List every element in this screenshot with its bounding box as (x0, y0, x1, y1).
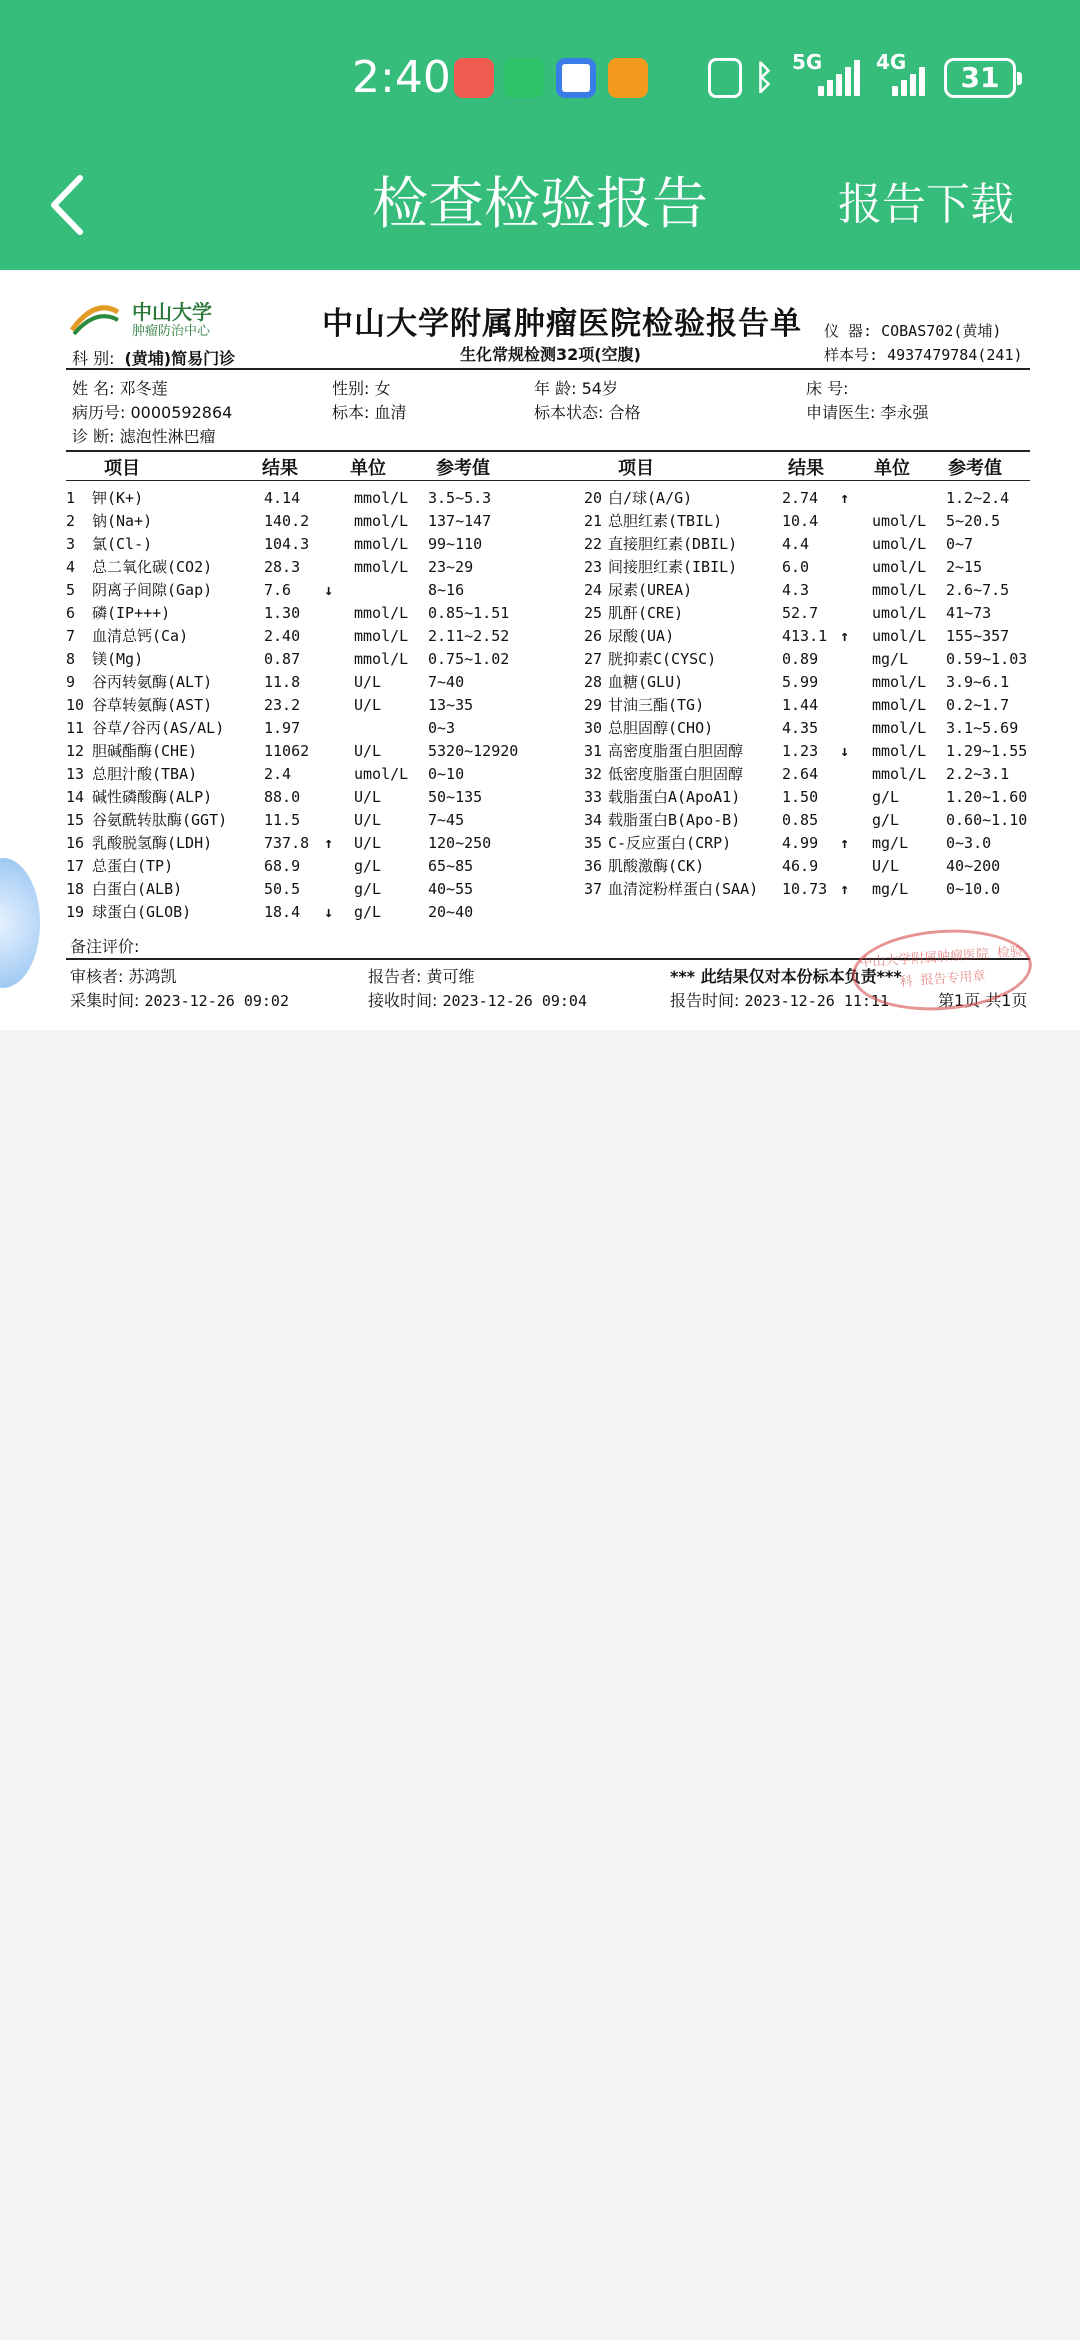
test-name: 总二氧化碳(CO2) (92, 558, 213, 576)
test-result: 4.99 (782, 834, 819, 852)
reporter (368, 964, 475, 987)
receive-time (368, 988, 587, 1011)
test-result: 0.87 (264, 650, 301, 668)
test-name: 总胆汁酸(TBA) (92, 765, 198, 783)
row-number: 25 (584, 604, 603, 622)
test-unit: mmol/L (354, 535, 409, 553)
test-name: 谷丙转氨酶(ALT) (92, 673, 213, 691)
col-header-item: 项目 (104, 458, 140, 479)
test-unit: U/L (354, 696, 382, 714)
test-name: 乳酸脱氢酶(LDH) (92, 834, 213, 852)
test-result: 4.4 (782, 535, 810, 553)
patient-age-label: 年 龄: (534, 379, 577, 398)
row-number: 3 (66, 535, 76, 553)
patient-record-label: 病历号: (72, 403, 126, 422)
reference-range: 2.11~2.52 (428, 627, 510, 645)
row-number: 20 (584, 489, 603, 507)
reference-range: 13~35 (428, 696, 474, 714)
row-number: 10 (66, 696, 85, 714)
test-name: 谷氨酰转肽酶(GGT) (92, 811, 228, 829)
reference-range: 0.75~1.02 (428, 650, 510, 668)
download-report-button[interactable]: 报告下载 (838, 179, 1014, 230)
col-header-result: 结果 (262, 458, 298, 479)
requesting-doctor (806, 400, 929, 423)
reference-range: 0.60~1.10 (946, 811, 1028, 829)
test-unit: mmol/L (354, 604, 409, 622)
test-result: 18.4 (264, 903, 301, 921)
collect-value: 2023-12-26 09:02 (144, 992, 289, 1010)
reference-range: 7~45 (428, 811, 465, 829)
doctor-label: 申请医生: (806, 403, 876, 422)
test-name: 尿素(UREA) (608, 581, 693, 599)
test-result: 11.8 (264, 673, 301, 691)
test-unit: umol/L (872, 535, 927, 553)
table-row (0, 556, 1080, 579)
patient-record-no (72, 400, 232, 423)
row-number: 21 (584, 512, 603, 530)
table-row (0, 579, 1080, 602)
row-number: 18 (66, 880, 85, 898)
test-unit: g/L (354, 903, 382, 921)
test-result: 2.4 (264, 765, 292, 783)
row-number: 14 (66, 788, 85, 806)
report-time (670, 988, 889, 1011)
test-result: 1.44 (782, 696, 819, 714)
reference-range: 0~10 (428, 765, 465, 783)
reference-range: 40~200 (946, 857, 1001, 875)
test-result: 7.6 (264, 581, 292, 599)
test-name: 氯(Cl-) (92, 535, 153, 553)
reference-range: 50~135 (428, 788, 483, 806)
test-unit: U/L (354, 788, 382, 806)
test-result: 1.50 (782, 788, 819, 806)
row-number: 30 (584, 719, 603, 737)
test-result: 4.14 (264, 489, 301, 507)
department-info (72, 346, 235, 369)
sample-info (824, 344, 1023, 365)
table-row (0, 855, 1080, 878)
row-number: 8 (66, 650, 76, 668)
instrument-label: 仪 器: (824, 322, 873, 340)
test-unit: mmol/L (872, 719, 927, 737)
nfc-icon (708, 58, 742, 98)
wechat-icon (504, 58, 544, 98)
reference-range: 0~3 (428, 719, 456, 737)
test-name: C-反应蛋白(CRP) (608, 834, 732, 852)
row-number: 2 (66, 512, 76, 530)
test-result: 23.2 (264, 696, 301, 714)
test-result: 0.85 (782, 811, 819, 829)
patient-sex-label: 性别: (332, 379, 370, 398)
col-header-ref: 参考值 (948, 458, 1002, 479)
report-title: 中山大学附属肿瘤医院检验报告单 (322, 306, 802, 342)
status-time: 2:40 (352, 52, 451, 103)
table-row (0, 740, 1080, 763)
bluetooth-icon: ᛒ (754, 58, 775, 98)
reference-range: 23~29 (428, 558, 474, 576)
abnormal-flag: ↑ (840, 489, 850, 507)
report-time-label: 报告时间: (670, 991, 740, 1010)
test-name: 球蛋白(GLOB) (92, 903, 192, 921)
test-result: 737.8 (264, 834, 310, 852)
reference-range: 120~250 (428, 834, 492, 852)
test-result: 1.23 (782, 742, 819, 760)
table-row (0, 671, 1080, 694)
status-bar (0, 50, 1080, 106)
reference-range: 155~357 (946, 627, 1010, 645)
test-result: 11.5 (264, 811, 301, 829)
test-unit: mmol/L (354, 627, 409, 645)
test-name: 磷(IP+++) (92, 604, 171, 622)
test-result: 52.7 (782, 604, 819, 622)
table-row (0, 602, 1080, 625)
test-result: 10.4 (782, 512, 819, 530)
test-result: 4.3 (782, 581, 810, 599)
patient-name (72, 376, 168, 399)
reporter-value: 黄可维 (426, 967, 475, 986)
sample-value: 4937479784(241) (887, 346, 1023, 364)
reference-range: 7~40 (428, 673, 465, 691)
test-name: 高密度脂蛋白胆固醇 (608, 742, 744, 760)
col-header-item: 项目 (618, 458, 654, 479)
test-name: 间接胆红素(IBIL) (608, 558, 738, 576)
hospital-logo (70, 296, 250, 342)
reference-range: 1.2~2.4 (946, 489, 1010, 507)
table-row (0, 832, 1080, 855)
test-result: 2.74 (782, 489, 819, 507)
stamp-text: 中山大学附属肿瘤医院 检验科 报告专用章 (858, 944, 1024, 990)
row-number: 4 (66, 558, 76, 576)
test-unit: mmol/L (354, 558, 409, 576)
row-number: 12 (66, 742, 85, 760)
row-number: 35 (584, 834, 603, 852)
test-name: 白/球(A/G) (608, 489, 693, 507)
test-name: 载脂蛋白A(ApoA1) (608, 788, 741, 806)
divider (66, 368, 1030, 370)
test-result: 28.3 (264, 558, 301, 576)
patient-bed (806, 376, 848, 399)
test-result: 5.99 (782, 673, 819, 691)
test-name: 肌酸激酶(CK) (608, 857, 705, 875)
doctor-value: 李永强 (880, 403, 929, 422)
row-number: 15 (66, 811, 85, 829)
collect-label: 采集时间: (70, 991, 140, 1010)
notification-red-app-icon (454, 58, 494, 98)
patient-name-label: 姓 名: (72, 379, 115, 398)
reviewer (70, 964, 177, 987)
test-unit: mmol/L (872, 581, 927, 599)
test-result: 11062 (264, 742, 310, 760)
table-row (0, 878, 1080, 901)
abnormal-flag: ↓ (324, 581, 334, 599)
reference-range: 65~85 (428, 857, 474, 875)
patient-sex (332, 376, 391, 399)
test-name: 血清淀粉样蛋白(SAA) (608, 880, 759, 898)
test-name: 血清总钙(Ca) (92, 627, 189, 645)
row-number: 26 (584, 627, 603, 645)
test-name: 阴离子间隙(Gap) (92, 581, 213, 599)
network-4g-label: 4G (876, 50, 907, 74)
patient-age-value: 54岁 (581, 379, 618, 398)
reviewer-label: 审核者: (70, 967, 124, 986)
col-header-ref: 参考值 (436, 458, 490, 479)
test-unit: mg/L (872, 880, 909, 898)
reference-range: 40~55 (428, 880, 474, 898)
table-row (0, 809, 1080, 832)
test-unit: mmol/L (354, 489, 409, 507)
collect-time (70, 988, 289, 1011)
patient-bed-label: 床 号: (806, 379, 849, 398)
test-name: 胆碱酯酶(CHE) (92, 742, 198, 760)
patient-record-value: 0000592864 (130, 403, 233, 422)
table-row (0, 786, 1080, 809)
signal-4g-icon (892, 60, 936, 96)
test-result: 104.3 (264, 535, 310, 553)
row-number: 28 (584, 673, 603, 691)
test-result: 6.0 (782, 558, 810, 576)
table-row (0, 510, 1080, 533)
sample-label: 样本号: (824, 346, 879, 364)
reference-range: 20~40 (428, 903, 474, 921)
test-name: 胱抑素C(CYSC) (608, 650, 717, 668)
test-result: 68.9 (264, 857, 301, 875)
row-number: 9 (66, 673, 76, 691)
receive-value: 2023-12-26 09:04 (442, 992, 587, 1010)
row-number: 27 (584, 650, 603, 668)
test-name: 总胆固醇(CHO) (608, 719, 714, 737)
battery-level: 31 (960, 61, 1000, 94)
reference-range: 5~20.5 (946, 512, 1001, 530)
reference-range: 2.6~7.5 (946, 581, 1010, 599)
test-unit: U/L (354, 673, 382, 691)
row-number: 37 (584, 880, 603, 898)
row-number: 6 (66, 604, 76, 622)
specimen-status (534, 400, 641, 423)
row-number: 29 (584, 696, 603, 714)
reference-range: 0.59~1.03 (946, 650, 1028, 668)
test-result: 1.97 (264, 719, 301, 737)
test-result: 50.5 (264, 880, 301, 898)
reference-range: 1.20~1.60 (946, 788, 1028, 806)
notification-orange-app-icon (608, 58, 648, 98)
test-unit: mg/L (872, 650, 909, 668)
test-result: 4.35 (782, 719, 819, 737)
notification-blue-app-icon (556, 58, 596, 98)
test-name: 镁(Mg) (92, 650, 144, 668)
reference-range: 3.9~6.1 (946, 673, 1010, 691)
department-value: (黄埔)简易门诊 (124, 349, 236, 368)
row-number: 31 (584, 742, 603, 760)
reporter-label: 报告者: (368, 967, 422, 986)
reference-range: 0.85~1.51 (428, 604, 510, 622)
test-result: 1.30 (264, 604, 301, 622)
test-name: 直接胆红素(DBIL) (608, 535, 738, 553)
test-unit: g/L (354, 880, 382, 898)
table-row (0, 625, 1080, 648)
table-row (0, 694, 1080, 717)
test-name: 甘油三酯(TG) (608, 696, 705, 714)
lab-report-image[interactable] (0, 270, 1080, 1030)
table-row (0, 648, 1080, 671)
logo-text-secondary: 肿瘤防治中心 (132, 324, 211, 339)
test-name: 谷草/谷丙(AS/AL) (92, 719, 225, 737)
disclaimer: *** 此结果仅对本份标本负责*** (670, 967, 902, 986)
navigation-bar (0, 160, 1080, 250)
reference-range: 2~15 (946, 558, 983, 576)
patient-name-value: 邓冬莲 (119, 379, 168, 398)
logo-text-primary: 中山大学 (132, 300, 212, 324)
test-unit: g/L (872, 788, 900, 806)
reference-range: 1.29~1.55 (946, 742, 1028, 760)
row-number: 34 (584, 811, 603, 829)
test-unit: mmol/L (872, 696, 927, 714)
test-result: 2.64 (782, 765, 819, 783)
test-unit: U/L (354, 811, 382, 829)
reference-range: 2.2~3.1 (946, 765, 1010, 783)
diagnosis-label: 诊 断: (72, 427, 115, 446)
test-unit: umol/L (354, 765, 409, 783)
reference-range: 41~73 (946, 604, 992, 622)
row-number: 23 (584, 558, 603, 576)
test-name: 肌酐(CRE) (608, 604, 684, 622)
reference-range: 0~3.0 (946, 834, 992, 852)
test-unit: mmol/L (872, 765, 927, 783)
row-number: 24 (584, 581, 603, 599)
test-name: 血糖(GLU) (608, 673, 684, 691)
test-unit: mmol/L (872, 742, 927, 760)
row-number: 13 (66, 765, 85, 783)
reference-range: 0~10.0 (946, 880, 1001, 898)
specimen-status-value: 合格 (608, 403, 641, 422)
reviewer-value: 苏鸿凯 (128, 967, 177, 986)
test-unit: mmol/L (872, 673, 927, 691)
test-name: 总胆红素(TBIL) (608, 512, 723, 530)
test-unit: g/L (872, 811, 900, 829)
test-result: 10.73 (782, 880, 828, 898)
test-unit: mmol/L (354, 650, 409, 668)
abnormal-flag: ↑ (324, 834, 334, 852)
row-number: 32 (584, 765, 603, 783)
report-time-value: 2023-12-26 11:11 (744, 992, 889, 1010)
remark: 备注评价: (70, 937, 140, 956)
reference-range: 8~16 (428, 581, 465, 599)
test-name: 谷草转氨酶(AST) (92, 696, 213, 714)
signal-5g-icon (818, 60, 862, 96)
report-subtitle: 生化常规检测32项(空腹) (460, 345, 641, 364)
test-name: 尿酸(UA) (608, 627, 675, 645)
test-name: 载脂蛋白B(Apo-B) (608, 811, 741, 829)
specimen-value: 血清 (374, 403, 407, 422)
test-result: 88.0 (264, 788, 301, 806)
specimen-status-label: 标本状态: (534, 403, 604, 422)
row-number: 16 (66, 834, 85, 852)
divider (66, 450, 1030, 452)
page-title: 检查检验报告 (372, 172, 708, 237)
row-number: 1 (66, 489, 76, 507)
table-row (0, 901, 1080, 924)
test-unit: umol/L (872, 558, 927, 576)
reference-range: 0~7 (946, 535, 974, 553)
row-number: 19 (66, 903, 85, 921)
diagnosis (72, 424, 216, 447)
row-number: 11 (66, 719, 85, 737)
reference-range: 137~147 (428, 512, 492, 530)
test-name: 总蛋白(TP) (92, 857, 174, 875)
test-unit: umol/L (872, 627, 927, 645)
table-row (0, 533, 1080, 556)
divider (66, 480, 1030, 481)
test-name: 低密度脂蛋白胆固醇 (608, 765, 744, 783)
instrument-value: COBAS702(黄埔) (881, 322, 1002, 340)
test-name: 钾(K+) (92, 489, 144, 507)
table-row (0, 763, 1080, 786)
receive-label: 接收时间: (368, 991, 438, 1010)
test-name: 钠(Na+) (92, 512, 153, 530)
app-header (0, 0, 1080, 270)
row-number: 7 (66, 627, 76, 645)
test-unit: umol/L (872, 604, 927, 622)
test-name: 碱性磷酸酶(ALP) (92, 788, 213, 806)
test-name: 白蛋白(ALB) (92, 880, 183, 898)
specimen-type (332, 400, 407, 423)
table-row (0, 717, 1080, 740)
row-number: 5 (66, 581, 76, 599)
col-header-result: 结果 (788, 458, 824, 479)
test-unit: mg/L (872, 834, 909, 852)
table-row (0, 487, 1080, 510)
test-unit: U/L (872, 857, 900, 875)
logo-emblem-icon (70, 302, 120, 336)
reference-range: 99~110 (428, 535, 483, 553)
col-header-unit: 单位 (350, 458, 386, 479)
reference-range: 0.2~1.7 (946, 696, 1010, 714)
test-result: 2.40 (264, 627, 301, 645)
abnormal-flag: ↓ (324, 903, 334, 921)
col-header-unit: 单位 (874, 458, 910, 479)
row-number: 22 (584, 535, 603, 553)
test-result: 140.2 (264, 512, 310, 530)
reference-range: 5320~12920 (428, 742, 519, 760)
department-label: 科 别: (72, 349, 115, 368)
test-unit: g/L (354, 857, 382, 875)
reference-range: 3.5~5.3 (428, 489, 492, 507)
abnormal-flag: ↑ (840, 627, 850, 645)
test-result: 413.1 (782, 627, 828, 645)
row-number: 17 (66, 857, 85, 875)
test-unit: U/L (354, 742, 382, 760)
test-unit: umol/L (872, 512, 927, 530)
row-number: 33 (584, 788, 603, 806)
reference-range: 3.1~5.69 (946, 719, 1019, 737)
battery-icon (944, 58, 1016, 98)
abnormal-flag: ↑ (840, 834, 850, 852)
abnormal-flag: ↑ (840, 880, 850, 898)
diagnosis-value: 滤泡性淋巴瘤 (119, 427, 216, 446)
page-info: 第1页 共1页 (938, 991, 1028, 1010)
patient-age (534, 376, 618, 399)
patient-sex-value: 女 (374, 379, 391, 398)
instrument-info (824, 320, 1001, 341)
test-result: 0.89 (782, 650, 819, 668)
test-unit: mmol/L (354, 512, 409, 530)
test-result: 46.9 (782, 857, 819, 875)
abnormal-flag: ↓ (840, 742, 850, 760)
network-5g-label: 5G (792, 50, 823, 74)
row-number: 36 (584, 857, 603, 875)
test-unit: U/L (354, 834, 382, 852)
specimen-label: 标本: (332, 403, 370, 422)
